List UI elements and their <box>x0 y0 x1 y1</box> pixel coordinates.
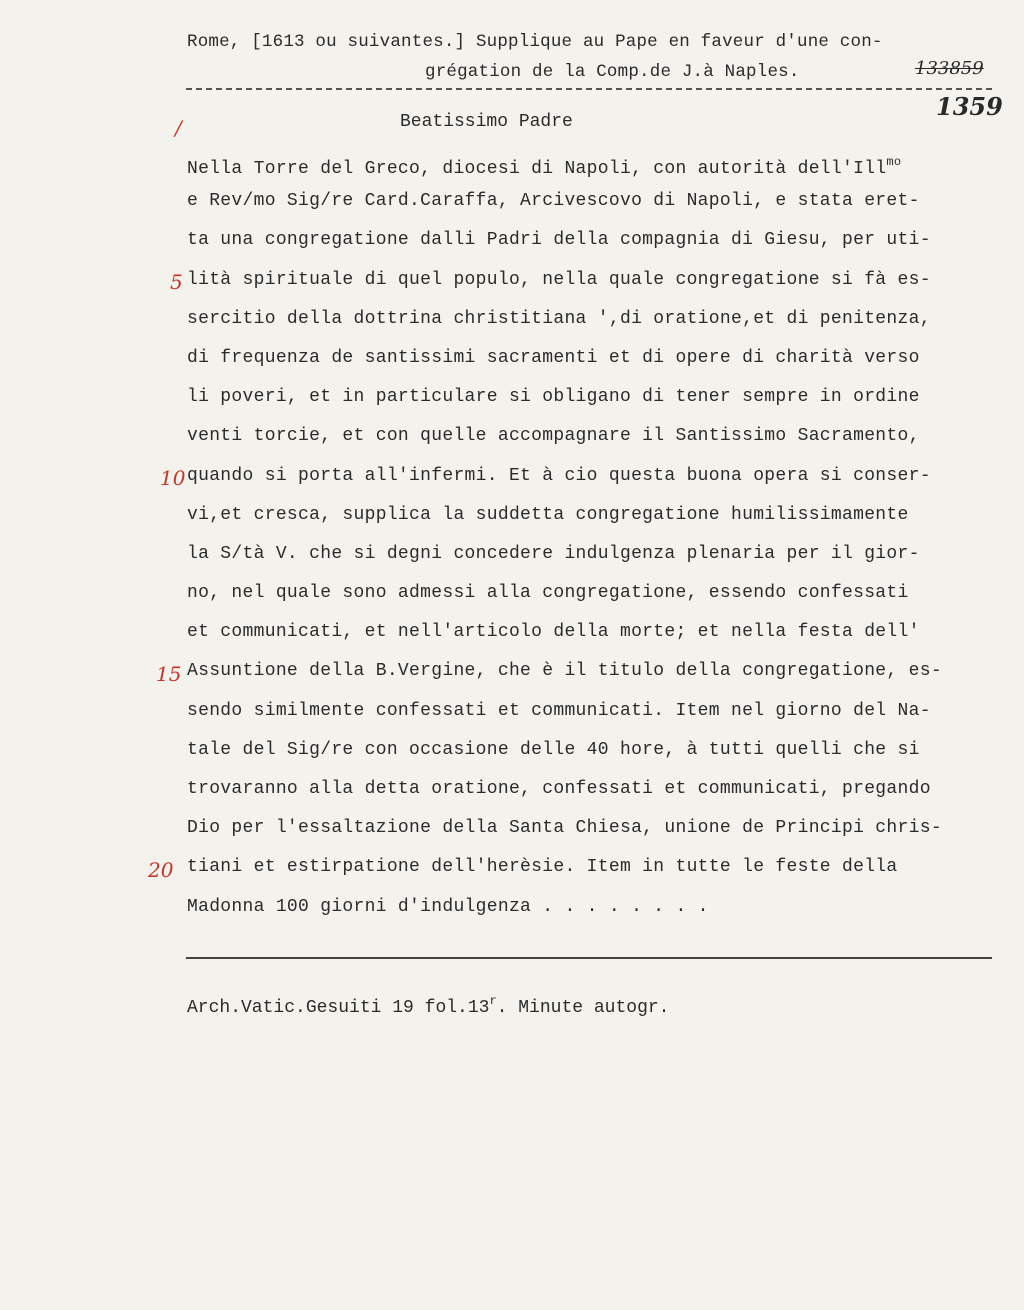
body-line: tale del Sig/re con occasione delle 40 hore, à tutti quelli che si <box>187 739 920 760</box>
header-line-1: Rome, [1613 ou suivantes.] Supplique au Pape en faveur d'une con- <box>187 32 883 52</box>
archive-reference: Arch.Vatic.Gesuiti 19 fol.13$^r$. Minute autogr. <box>187 994 670 1018</box>
body-line: vi,et cresca, supplica la suddetta congregatione humilissimamente <box>187 504 909 525</box>
body-line: sendo similmente confessati et communicati. Item nel giorno del Na- <box>187 700 931 721</box>
handwritten-old-number: 133859 <box>915 58 984 79</box>
body-line: et communicati, et nell'articolo della morte; et nella festa dell' <box>187 622 920 643</box>
line-marker-5: 5 <box>170 270 183 294</box>
letter-body <box>187 148 1007 932</box>
line-marker-10: 10 <box>160 466 186 490</box>
body-line: trovaranno alla detta oratione, confessati et communicati, pregando <box>187 779 931 799</box>
body-line: ta una congregatione dalli Padri della compagnia di Giesu, per uti- <box>187 230 931 251</box>
footer-rule <box>186 957 992 959</box>
line-marker-20: 20 <box>148 858 174 882</box>
body-line: tiani et estirpatione dell'herèsie. Item in tutte le feste della <box>187 857 898 878</box>
body-line: Assuntione della B.Vergine, che è il titulo della congregatione, es- <box>187 661 942 682</box>
header-dashed-rule <box>186 88 992 90</box>
body-line: Nella Torre del Greco, diocesi di Napoli, con autorità dell'Ill$^{mo}$ <box>187 155 902 179</box>
body-line: li poveri, et in particulare si obligano di tener sempre in ordine <box>187 387 920 408</box>
line-marker-1: / <box>175 116 182 140</box>
body-line: quando si porta all'infermi. Et à cio questa buona opera si conser- <box>187 465 931 486</box>
body-line: e Rev/mo Sig/re Card.Caraffa, Arcivescovo di Napoli, e stata eret- <box>187 191 920 212</box>
body-line: sercitio della dottrina christitiana ',di oratione,et di penitenza, <box>187 308 931 329</box>
body-line: la S/tà V. che si degni concedere indulgenza plenaria per il gior- <box>187 543 920 564</box>
body-line: di frequenza de santissimi sacramenti et di opere di charità verso <box>187 347 920 368</box>
body-line: lità spirituale di quel populo, nella quale congregatione si fà es- <box>187 269 931 290</box>
body-line: venti torcie, et con quelle accompagnare il Santissimo Sacramento, <box>187 426 920 447</box>
body-line: no, nel quale sono admessi alla congregatione, essendo confessati <box>187 583 909 604</box>
salutation: Beatissimo Padre <box>400 112 573 132</box>
line-marker-15: 15 <box>156 662 182 686</box>
handwritten-new-number: 1359 <box>936 92 1003 121</box>
header-line-2: grégation de la Comp.de J.à Naples. <box>425 62 800 82</box>
body-line: Madonna 100 giorni d'indulgenza . . . . . . . . <box>187 896 709 917</box>
body-line: Dio per l'essaltazione della Santa Chiesa, unione de Principi chris- <box>187 818 942 839</box>
